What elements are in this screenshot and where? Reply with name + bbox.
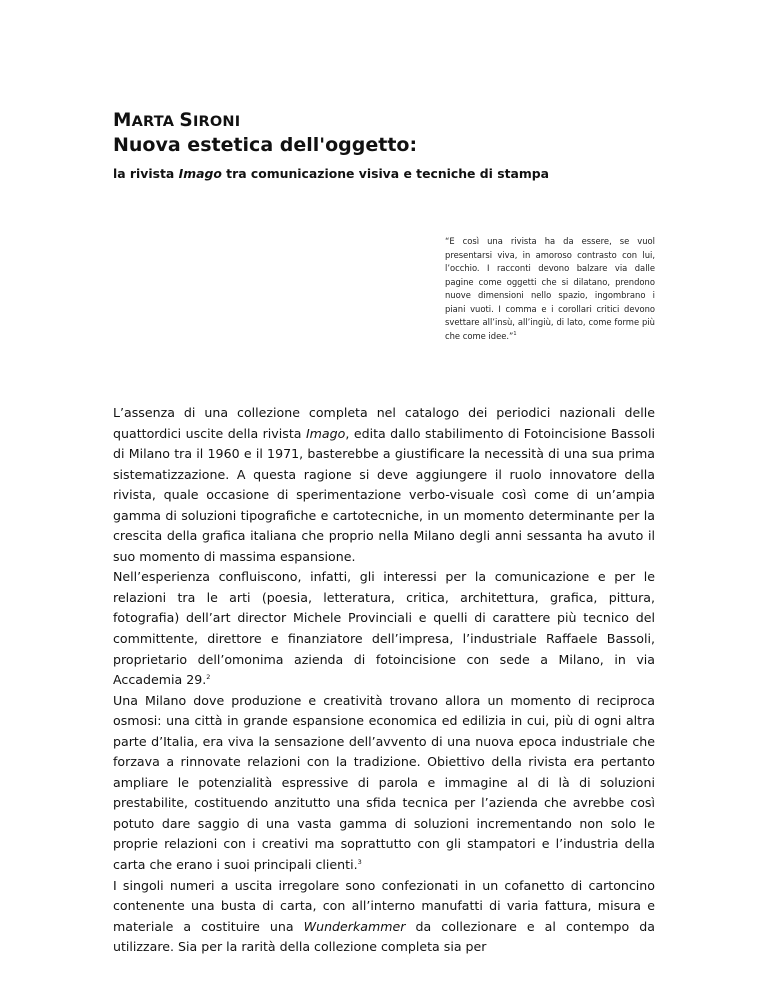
author-first-initial: M bbox=[113, 110, 132, 131]
paragraph-text: da collezionare e al contempo da utilizzare. Sia per la rarità della collezione completa sia per bbox=[113, 918, 655, 955]
subtitle-journal-name: Imago bbox=[178, 166, 222, 181]
footnote-marker: 1 bbox=[513, 330, 517, 337]
body-text bbox=[113, 403, 655, 958]
subtitle-post: tra comunicazione visiva e tecniche di stampa bbox=[221, 166, 550, 181]
epigraph-text: “E così una rivista ha da essere, se vuol presentarsi viva, in amoroso contrasto con lui, l’occhio. I racconti devono balzare via dalle pagine come oggetti che si dilatano, prendono nuove dimensioni nello spazio, ingombrano i piani vuoti. I comma e i corollari critici devono svettare all’insù, all’ingiù, di lato, come forme più che come idee.” bbox=[445, 236, 655, 341]
author-first-rest: ARTA bbox=[131, 114, 175, 130]
paragraph-text: L’assenza di una collezione completa nel catalogo dei periodici nazionali delle quattordici uscite della rivista bbox=[113, 405, 655, 441]
paragraph-4 bbox=[113, 876, 655, 958]
epigraph-quote bbox=[445, 235, 655, 343]
journal-name: Imago bbox=[305, 425, 346, 441]
author-last-initial: S bbox=[179, 110, 193, 131]
paragraph-text: Una Milano dove produzione e creatività trovano allora un momento di reciproca osmosi: una città in grande espansione economica ed edilizia in cui, più di ogni altra parte d’Italia, era viva la sensazione dell’avvento di una nuova epoca industriale che forzava a rinnovate relazioni con la tradizione. Obiettivo della rivista era pertanto ampliare le potenzialità espressive di parola e immagine al di là di soluzioni prestabilite, costituendo anzitutto una sfida tecnica per l’azienda che avrebbe così potuto dare saggio di una vasta gamma di soluzioni incrementando non solo le proprie relazioni con i creativi ma soprattutto con gli stampatori e l’industria della carta che erano i suoi principali clienti. bbox=[113, 692, 655, 873]
paragraph-text: I singoli numeri a uscita irregolare sono confezionati in un cofanetto di cartoncino contenente una busta di carta, con all’interno manufatti di varia fattura, misura e materiale a costituire una bbox=[113, 877, 655, 934]
article-subtitle bbox=[113, 166, 549, 181]
paragraph-1 bbox=[113, 403, 655, 567]
italic-term: Wunderkammer bbox=[303, 918, 406, 934]
paragraph-2 bbox=[113, 567, 655, 690]
paragraph-text: Nell’esperienza confluiscono, infatti, gli interessi per la comunicazione e per le relazioni tra le arti (poesia, letteratura, critica, architettura, grafica, pittura, fotografia) dell’art director Michele Provinciali e quelli di carattere più tecnico del committente, direttore e finanziatore dell’impresa, l’industriale Raffaele Bassoli, proprietario dell’omonima azienda di fotoincisione con sede a Milano, in via Accademia 29. bbox=[113, 569, 655, 688]
subtitle-pre: la rivista bbox=[113, 166, 179, 181]
author-last-rest: IRONI bbox=[192, 114, 241, 130]
author-name bbox=[113, 110, 240, 131]
footnote-marker: 3 bbox=[357, 857, 362, 866]
paragraph-3 bbox=[113, 691, 655, 876]
footnote-marker: 2 bbox=[206, 672, 211, 681]
article-title: Nuova estetica dell'oggetto: bbox=[113, 134, 418, 156]
paragraph-text: , edita dallo stabilimento di Fotoincisione Bassoli di Milano tra il 1960 e il 1971, basterebbe a giustificare la necessità di una sua prima sistematizzazione. A questa ragione si deve aggiungere il ruolo innovatore della rivista, quale occasione di sperimentazione verbo-visuale così come di un’ampia gamma di soluzioni tipografiche e cartotecniche, in un momento determinante per la crescita della grafica italiana che proprio nella Milano degli anni sessanta ha avuto il suo momento di massima espansione. bbox=[113, 425, 655, 564]
